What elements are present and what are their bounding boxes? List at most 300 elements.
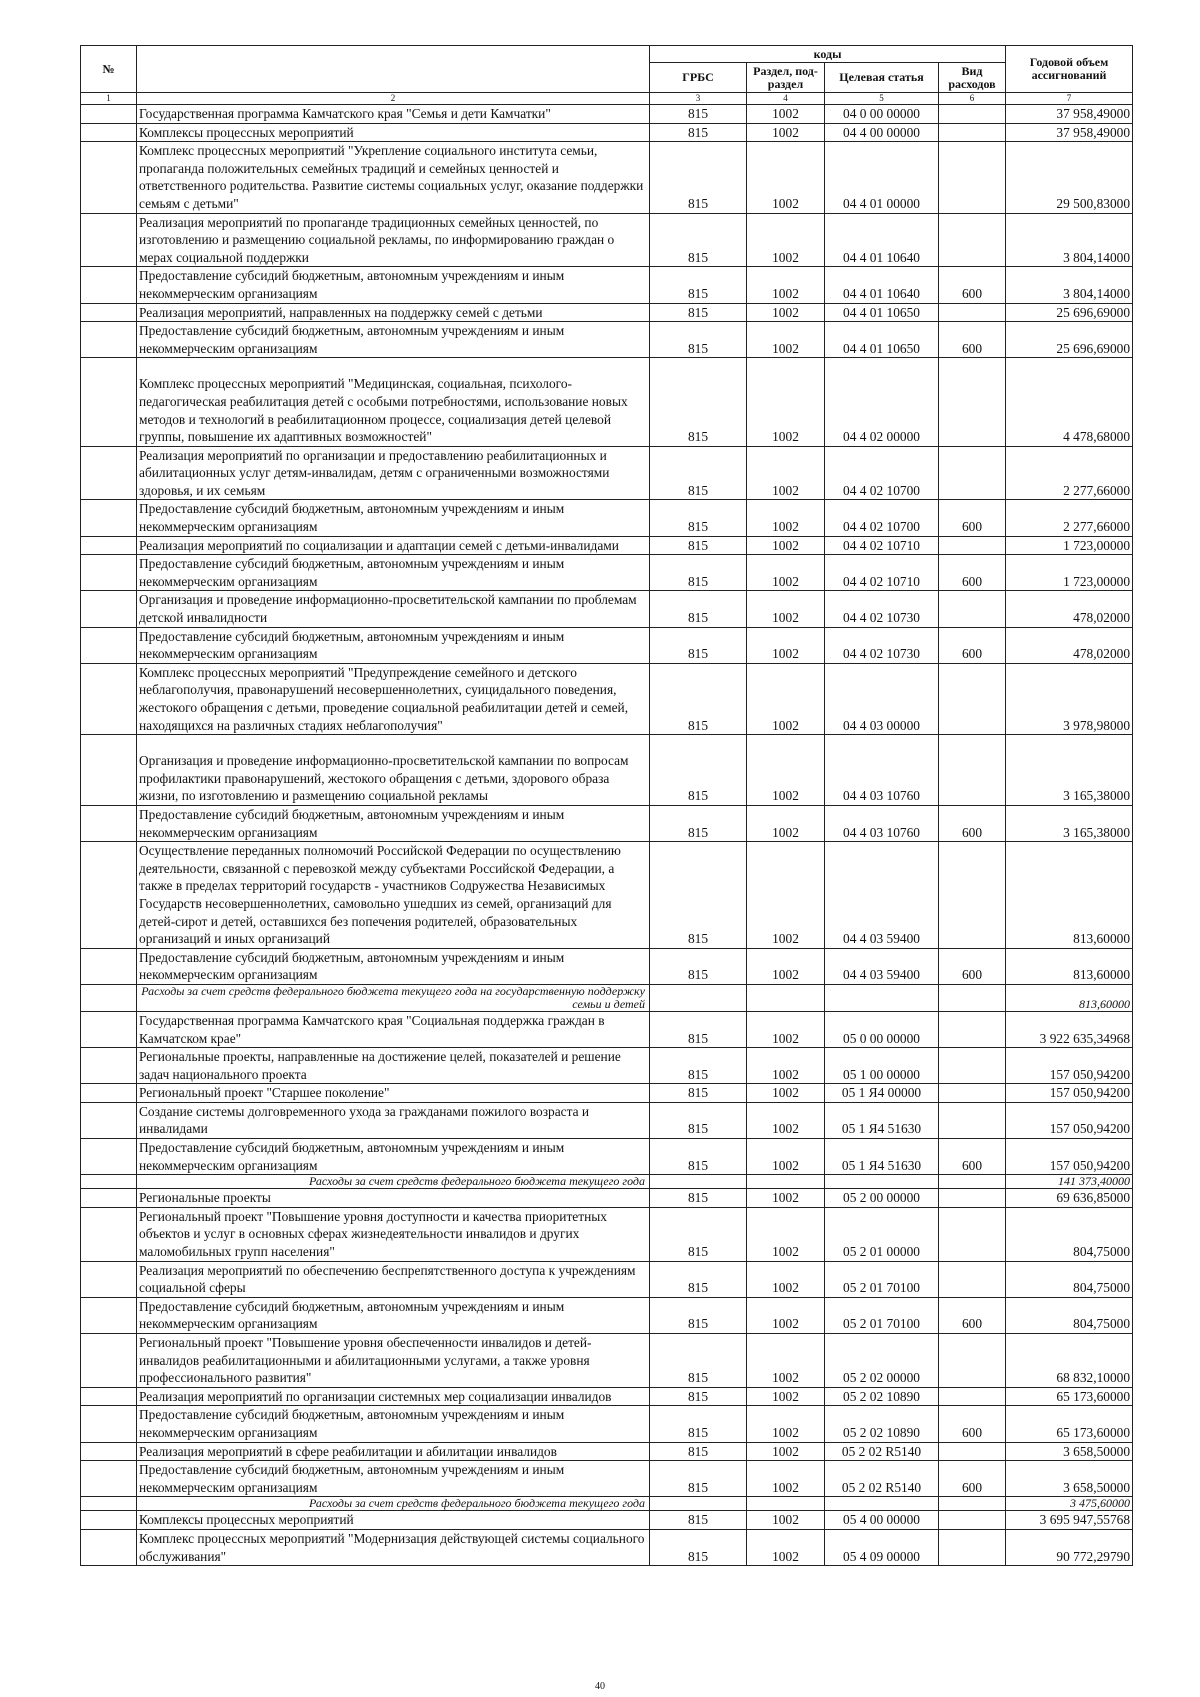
table-row xyxy=(81,1529,1133,1565)
row-expense-type: 600 xyxy=(939,1297,1006,1333)
row-grbs: 815 xyxy=(650,1261,747,1297)
row-amount: 3 658,50000 xyxy=(1006,1442,1133,1461)
row-section: 1002 xyxy=(747,805,825,841)
row-expense-type xyxy=(939,1189,1006,1208)
row-target: 05 2 01 70100 xyxy=(825,1261,939,1297)
row-grbs: 815 xyxy=(650,1387,747,1406)
row-section: 1002 xyxy=(747,1461,825,1497)
row-number xyxy=(81,948,137,984)
column-number: 2 xyxy=(137,93,650,105)
row-number xyxy=(81,303,137,322)
row-section: 1002 xyxy=(747,1102,825,1138)
row-name: Предоставление субсидий бюджетным, автономным учреждениям и иным некоммерческим организациям xyxy=(137,805,650,841)
row-amount: 478,02000 xyxy=(1006,591,1133,627)
row-grbs: 815 xyxy=(650,536,747,555)
row-section: 1002 xyxy=(747,1406,825,1442)
row-expense-type xyxy=(939,358,1006,446)
row-grbs: 815 xyxy=(650,1334,747,1388)
row-number xyxy=(81,1297,137,1333)
row-number xyxy=(81,1207,137,1261)
row-number xyxy=(81,142,137,213)
row-expense-type xyxy=(939,1048,1006,1084)
row-number xyxy=(81,105,137,124)
row-name: Реализация мероприятий по организации системных мер социализации инвалидов xyxy=(137,1387,650,1406)
table-row xyxy=(81,591,1133,627)
row-name: Комплекс процессных мероприятий "Укрепление социального института семьи, пропаганда положительных семейных традиций и семейных ценностей и ответственного родительства. Развитие системы социальных услуг, оказание поддержки семьям с детьми" xyxy=(137,142,650,213)
row-target: 05 2 02 00000 xyxy=(825,1334,939,1388)
table-row xyxy=(81,1084,1133,1103)
row-section: 1002 xyxy=(747,1189,825,1208)
row-section: 1002 xyxy=(747,1387,825,1406)
table-row xyxy=(81,948,1133,984)
row-section: 1002 xyxy=(747,500,825,536)
row-target: 04 4 03 59400 xyxy=(825,842,939,949)
row-expense-type xyxy=(939,303,1006,322)
row-target: 04 4 02 10700 xyxy=(825,500,939,536)
row-grbs: 815 xyxy=(650,735,747,806)
row-grbs: 815 xyxy=(650,267,747,303)
row-amount: 65 173,60000 xyxy=(1006,1406,1133,1442)
row-number xyxy=(81,500,137,536)
row-target: 04 4 03 10760 xyxy=(825,735,939,806)
table-row xyxy=(81,1334,1133,1388)
row-expense-type xyxy=(939,735,1006,806)
row-target xyxy=(825,984,939,1011)
row-name: Предоставление субсидий бюджетным, автономным учреждениям и иным некоммерческим организациям xyxy=(137,1297,650,1333)
row-target: 05 1 Я4 51630 xyxy=(825,1139,939,1175)
row-expense-type: 600 xyxy=(939,1139,1006,1175)
column-numbers-row xyxy=(81,93,1133,105)
row-number xyxy=(81,446,137,500)
row-amount: 3 922 635,34968 xyxy=(1006,1011,1133,1047)
row-amount: 478,02000 xyxy=(1006,627,1133,663)
row-expense-type: 600 xyxy=(939,555,1006,591)
row-number xyxy=(81,1261,137,1297)
row-target: 05 1 00 00000 xyxy=(825,1048,939,1084)
row-section: 1002 xyxy=(747,663,825,734)
row-amount: 65 173,60000 xyxy=(1006,1387,1133,1406)
row-number xyxy=(81,1011,137,1047)
row-target: 04 4 02 00000 xyxy=(825,358,939,446)
row-expense-type: 600 xyxy=(939,267,1006,303)
row-name: Региональные проекты, направленные на достижение целей, показателей и решение задач национального проекта xyxy=(137,1048,650,1084)
row-grbs: 815 xyxy=(650,663,747,734)
row-number xyxy=(81,213,137,267)
row-name: Комплексы процессных мероприятий xyxy=(137,123,650,142)
table-row xyxy=(81,627,1133,663)
row-target: 04 4 03 10760 xyxy=(825,805,939,841)
row-number xyxy=(81,1048,137,1084)
row-amount: 3 695 947,55768 xyxy=(1006,1511,1133,1530)
row-target: 04 4 03 00000 xyxy=(825,663,939,734)
table-row xyxy=(81,1406,1133,1442)
row-grbs: 815 xyxy=(650,1207,747,1261)
row-number xyxy=(81,1175,137,1189)
column-number: 5 xyxy=(825,93,939,105)
row-expense-type xyxy=(939,123,1006,142)
row-grbs: 815 xyxy=(650,500,747,536)
row-number xyxy=(81,1497,137,1511)
row-target: 05 0 00 00000 xyxy=(825,1011,939,1047)
row-target xyxy=(825,1497,939,1511)
row-section: 1002 xyxy=(747,322,825,358)
row-target: 04 4 00 00000 xyxy=(825,123,939,142)
table-row xyxy=(81,213,1133,267)
row-section: 1002 xyxy=(747,142,825,213)
row-amount: 3 475,60000 xyxy=(1006,1497,1133,1511)
row-section: 1002 xyxy=(747,1011,825,1047)
table-row xyxy=(81,322,1133,358)
row-name: Государственная программа Камчатского края "Семья и дети Камчатки" xyxy=(137,105,650,124)
header-grbs: ГРБС xyxy=(650,63,747,93)
table-row xyxy=(81,735,1133,806)
row-grbs: 815 xyxy=(650,213,747,267)
row-target: 05 4 09 00000 xyxy=(825,1529,939,1565)
row-number xyxy=(81,842,137,949)
table-row xyxy=(81,1139,1133,1175)
row-expense-type xyxy=(939,1529,1006,1565)
row-target: 04 4 02 10710 xyxy=(825,536,939,555)
budget-table xyxy=(80,45,1133,1566)
table-row xyxy=(81,1102,1133,1138)
row-name: Региональный проект "Повышение уровня доступности и качества приоритетных объектов и услуг в основных сферах жизнедеятельности инвалидов и других маломобильных групп населения" xyxy=(137,1207,650,1261)
row-target: 04 4 01 10640 xyxy=(825,213,939,267)
row-name: Комплекс процессных мероприятий "Предупреждение семейного и детского неблагополучия, правонарушений несовершеннолетних, суицидального поведения, жестокого обращения с детьми, проведение социальной реабилитации детей и семей, находящихся на различных стадиях неблагополучия" xyxy=(137,663,650,734)
row-expense-type xyxy=(939,1207,1006,1261)
row-expense-type: 600 xyxy=(939,1406,1006,1442)
row-target: 04 4 02 10710 xyxy=(825,555,939,591)
row-section: 1002 xyxy=(747,842,825,949)
row-section: 1002 xyxy=(747,1529,825,1565)
row-expense-type xyxy=(939,1102,1006,1138)
row-grbs: 815 xyxy=(650,322,747,358)
row-name: Региональные проекты xyxy=(137,1189,650,1208)
row-grbs: 815 xyxy=(650,1297,747,1333)
row-section: 1002 xyxy=(747,105,825,124)
row-amount: 37 958,49000 xyxy=(1006,123,1133,142)
row-name: Комплексы процессных мероприятий xyxy=(137,1511,650,1530)
row-number xyxy=(81,358,137,446)
header-number: № xyxy=(81,46,137,93)
row-section: 1002 xyxy=(747,536,825,555)
row-amount: 68 832,10000 xyxy=(1006,1334,1133,1388)
row-amount: 3 804,14000 xyxy=(1006,267,1133,303)
row-section: 1002 xyxy=(747,1139,825,1175)
row-number xyxy=(81,267,137,303)
row-grbs: 815 xyxy=(650,1084,747,1103)
row-amount: 157 050,94200 xyxy=(1006,1084,1133,1103)
row-grbs: 815 xyxy=(650,123,747,142)
column-number: 3 xyxy=(650,93,747,105)
row-grbs: 815 xyxy=(650,1442,747,1461)
row-amount: 157 050,94200 xyxy=(1006,1048,1133,1084)
row-expense-type xyxy=(939,591,1006,627)
row-amount: 25 696,69000 xyxy=(1006,303,1133,322)
row-expense-type xyxy=(939,663,1006,734)
row-name: Реализация мероприятий, направленных на поддержку семей с детьми xyxy=(137,303,650,322)
table-row xyxy=(81,446,1133,500)
row-number xyxy=(81,1334,137,1388)
row-expense-type xyxy=(939,1261,1006,1297)
row-number xyxy=(81,984,137,1011)
row-target: 04 4 02 10730 xyxy=(825,627,939,663)
row-name: Реализация мероприятий по пропаганде традиционных семейных ценностей, по изготовлению и размещению социальной рекламы, по информированию граждан о мерах социальной поддержки xyxy=(137,213,650,267)
row-name: Предоставление субсидий бюджетным, автономным учреждениям и иным некоммерческим организациям xyxy=(137,555,650,591)
row-target: 05 2 01 70100 xyxy=(825,1297,939,1333)
table-row xyxy=(81,1511,1133,1530)
row-amount: 2 277,66000 xyxy=(1006,446,1133,500)
row-amount: 804,75000 xyxy=(1006,1297,1133,1333)
row-section: 1002 xyxy=(747,267,825,303)
table-note-row xyxy=(81,1497,1133,1511)
header-target: Целевая статья xyxy=(825,63,939,93)
row-amount: 3 658,50000 xyxy=(1006,1461,1133,1497)
row-amount: 157 050,94200 xyxy=(1006,1102,1133,1138)
row-section: 1002 xyxy=(747,735,825,806)
row-grbs: 815 xyxy=(650,1102,747,1138)
row-name: Реализация мероприятий по организации и предоставлению реабилитационных и абилитационных услуг детям-инвалидам, детям с ограниченными возможностями здоровья, и их семьям xyxy=(137,446,650,500)
row-amount: 813,60000 xyxy=(1006,948,1133,984)
row-grbs xyxy=(650,984,747,1011)
row-expense-type xyxy=(939,1497,1006,1511)
table-row xyxy=(81,1189,1133,1208)
column-number: 4 xyxy=(747,93,825,105)
row-section xyxy=(747,984,825,1011)
row-section: 1002 xyxy=(747,948,825,984)
row-section: 1002 xyxy=(747,1334,825,1388)
row-section: 1002 xyxy=(747,1261,825,1297)
row-grbs: 815 xyxy=(650,1406,747,1442)
row-name: Предоставление субсидий бюджетным, автономным учреждениям и иным некоммерческим организациям xyxy=(137,322,650,358)
row-expense-type xyxy=(939,105,1006,124)
row-number xyxy=(81,735,137,806)
row-section: 1002 xyxy=(747,627,825,663)
row-target: 04 4 02 10730 xyxy=(825,591,939,627)
row-amount: 29 500,83000 xyxy=(1006,142,1133,213)
table-row xyxy=(81,1261,1133,1297)
row-expense-type xyxy=(939,536,1006,555)
row-grbs: 815 xyxy=(650,627,747,663)
row-name: Реализация мероприятий по социализации и адаптации семей с детьми-инвалидами xyxy=(137,536,650,555)
row-expense-type xyxy=(939,1011,1006,1047)
row-name: Расходы за счет средств федерального бюджета текущего года xyxy=(137,1497,650,1511)
table-row xyxy=(81,267,1133,303)
row-grbs: 815 xyxy=(650,446,747,500)
row-target: 05 2 02 R5140 xyxy=(825,1442,939,1461)
header-name xyxy=(137,46,650,93)
row-target: 04 4 01 00000 xyxy=(825,142,939,213)
row-target: 05 4 00 00000 xyxy=(825,1511,939,1530)
row-grbs: 815 xyxy=(650,1048,747,1084)
budget-table-sheet xyxy=(80,45,1132,1566)
row-section: 1002 xyxy=(747,591,825,627)
row-number xyxy=(81,1461,137,1497)
row-section xyxy=(747,1497,825,1511)
row-target: 05 2 02 R5140 xyxy=(825,1461,939,1497)
table-row xyxy=(81,1442,1133,1461)
row-number xyxy=(81,1102,137,1138)
row-amount: 3 978,98000 xyxy=(1006,663,1133,734)
table-row xyxy=(81,555,1133,591)
table-row xyxy=(81,1387,1133,1406)
row-number xyxy=(81,1529,137,1565)
row-name: Предоставление субсидий бюджетным, автономным учреждениям и иным некоммерческим организациям xyxy=(137,1406,650,1442)
row-grbs: 815 xyxy=(650,591,747,627)
row-number xyxy=(81,123,137,142)
table-note-row xyxy=(81,984,1133,1011)
table-row xyxy=(81,1207,1133,1261)
table-header xyxy=(81,46,1133,105)
row-grbs: 815 xyxy=(650,303,747,322)
table-row xyxy=(81,123,1133,142)
row-target: 04 4 01 10650 xyxy=(825,322,939,358)
row-target: 05 2 01 00000 xyxy=(825,1207,939,1261)
row-expense-type xyxy=(939,1084,1006,1103)
row-expense-type: 600 xyxy=(939,627,1006,663)
header-codes: коды xyxy=(650,46,1006,63)
row-expense-type xyxy=(939,1511,1006,1530)
row-number xyxy=(81,1511,137,1530)
table-row xyxy=(81,358,1133,446)
table-row xyxy=(81,1461,1133,1497)
row-target xyxy=(825,1175,939,1189)
row-number xyxy=(81,1406,137,1442)
table-body xyxy=(81,105,1133,1566)
row-name: Предоставление субсидий бюджетным, автономным учреждениям и иным некоммерческим организациям xyxy=(137,948,650,984)
row-amount: 813,60000 xyxy=(1006,842,1133,949)
row-grbs: 815 xyxy=(650,1511,747,1530)
row-target: 04 4 01 10640 xyxy=(825,267,939,303)
page-number: 40 xyxy=(595,1681,605,1692)
row-name: Организация и проведение информационно-просветительской кампании по вопросам профилактики правонарушений, жестокого обращения с детьми, здорового образа жизни, по изготовлению и размещению социальной рекламы xyxy=(137,735,650,806)
row-number xyxy=(81,1084,137,1103)
row-number xyxy=(81,627,137,663)
row-grbs: 815 xyxy=(650,1461,747,1497)
row-name: Организация и проведение информационно-просветительской кампании по проблемам детской инвалидности xyxy=(137,591,650,627)
row-name: Реализация мероприятий в сфере реабилитации и абилитации инвалидов xyxy=(137,1442,650,1461)
row-expense-type xyxy=(939,1334,1006,1388)
table-row xyxy=(81,500,1133,536)
row-section: 1002 xyxy=(747,213,825,267)
row-target: 04 4 03 59400 xyxy=(825,948,939,984)
row-expense-type xyxy=(939,842,1006,949)
row-number xyxy=(81,805,137,841)
row-expense-type xyxy=(939,984,1006,1011)
row-section: 1002 xyxy=(747,123,825,142)
row-amount: 804,75000 xyxy=(1006,1207,1133,1261)
row-name: Комплекс процессных мероприятий "Модернизация действующей системы социального обслуживания" xyxy=(137,1529,650,1565)
row-section: 1002 xyxy=(747,1207,825,1261)
table-note-row xyxy=(81,1175,1133,1189)
column-number: 7 xyxy=(1006,93,1133,105)
row-name: Расходы за счет средств федерального бюджета текущего года на государственную поддержку семьи и детей xyxy=(137,984,650,1011)
row-amount: 4 478,68000 xyxy=(1006,358,1133,446)
row-section: 1002 xyxy=(747,303,825,322)
row-expense-type: 600 xyxy=(939,948,1006,984)
row-number xyxy=(81,322,137,358)
row-expense-type xyxy=(939,446,1006,500)
table-row xyxy=(81,105,1133,124)
row-amount: 37 958,49000 xyxy=(1006,105,1133,124)
row-number xyxy=(81,555,137,591)
row-grbs: 815 xyxy=(650,842,747,949)
row-section: 1002 xyxy=(747,1297,825,1333)
row-name: Реализация мероприятий по обеспечению беспрепятственного доступа к учреждениям социальной сферы xyxy=(137,1261,650,1297)
row-name: Предоставление субсидий бюджетным, автономным учреждениям и иным некоммерческим организациям xyxy=(137,1461,650,1497)
header-type: Вид расходов xyxy=(939,63,1006,93)
row-section: 1002 xyxy=(747,1084,825,1103)
row-grbs: 815 xyxy=(650,805,747,841)
table-row xyxy=(81,663,1133,734)
row-expense-type xyxy=(939,1442,1006,1461)
row-name: Предоставление субсидий бюджетным, автономным учреждениям и иным некоммерческим организациям xyxy=(137,627,650,663)
row-amount: 1 723,00000 xyxy=(1006,536,1133,555)
row-number xyxy=(81,1387,137,1406)
row-expense-type xyxy=(939,213,1006,267)
row-name: Государственная программа Камчатского края "Социальная поддержка граждан в Камчатском крае" xyxy=(137,1011,650,1047)
row-name: Предоставление субсидий бюджетным, автономным учреждениям и иным некоммерческим организациям xyxy=(137,267,650,303)
row-amount: 3 165,38000 xyxy=(1006,735,1133,806)
row-number xyxy=(81,591,137,627)
row-target: 05 2 02 10890 xyxy=(825,1406,939,1442)
row-number xyxy=(81,1442,137,1461)
row-number xyxy=(81,536,137,555)
header-amount: Годовой объем ассигнований xyxy=(1006,46,1133,93)
row-amount: 1 723,00000 xyxy=(1006,555,1133,591)
row-section: 1002 xyxy=(747,1511,825,1530)
row-grbs: 815 xyxy=(650,1011,747,1047)
row-section: 1002 xyxy=(747,358,825,446)
row-section: 1002 xyxy=(747,555,825,591)
table-row xyxy=(81,142,1133,213)
row-number xyxy=(81,1189,137,1208)
row-target: 05 1 Я4 51630 xyxy=(825,1102,939,1138)
row-grbs: 815 xyxy=(650,105,747,124)
row-target: 05 1 Я4 00000 xyxy=(825,1084,939,1103)
row-target: 04 4 02 10700 xyxy=(825,446,939,500)
row-target: 05 2 02 10890 xyxy=(825,1387,939,1406)
row-amount: 3 804,14000 xyxy=(1006,213,1133,267)
row-amount: 141 373,40000 xyxy=(1006,1175,1133,1189)
header-section: Раздел, под-раздел xyxy=(747,63,825,93)
row-amount: 813,60000 xyxy=(1006,984,1133,1011)
row-grbs: 815 xyxy=(650,1139,747,1175)
row-grbs: 815 xyxy=(650,1529,747,1565)
row-amount: 69 636,85000 xyxy=(1006,1189,1133,1208)
table-row xyxy=(81,1011,1133,1047)
table-row xyxy=(81,1297,1133,1333)
row-grbs: 815 xyxy=(650,948,747,984)
row-amount: 157 050,94200 xyxy=(1006,1139,1133,1175)
row-amount: 2 277,66000 xyxy=(1006,500,1133,536)
row-target: 04 4 01 10650 xyxy=(825,303,939,322)
row-name: Региональный проект "Старшее поколение" xyxy=(137,1084,650,1103)
column-number: 1 xyxy=(81,93,137,105)
row-section xyxy=(747,1175,825,1189)
row-amount: 90 772,29790 xyxy=(1006,1529,1133,1565)
row-grbs: 815 xyxy=(650,142,747,213)
row-expense-type xyxy=(939,1175,1006,1189)
row-target: 05 2 00 00000 xyxy=(825,1189,939,1208)
row-expense-type: 600 xyxy=(939,500,1006,536)
row-grbs: 815 xyxy=(650,555,747,591)
row-name: Расходы за счет средств федерального бюджета текущего года xyxy=(137,1175,650,1189)
row-name: Комплекс процессных мероприятий "Медицинская, социальная, психолого-педагогическая реабилитация детей с особыми потребностями, использование новых методов и технологий в реабилитационном процессе, социализация детей целевой группы, повышение их адаптивных возможностей" xyxy=(137,358,650,446)
row-target: 04 0 00 00000 xyxy=(825,105,939,124)
row-name: Региональный проект "Повышение уровня обеспеченности инвалидов и детей-инвалидов реабилитационными и абилитационными услугами, а также уровня профессионального развития" xyxy=(137,1334,650,1388)
row-grbs: 815 xyxy=(650,358,747,446)
row-name: Предоставление субсидий бюджетным, автономным учреждениям и иным некоммерческим организациям xyxy=(137,500,650,536)
